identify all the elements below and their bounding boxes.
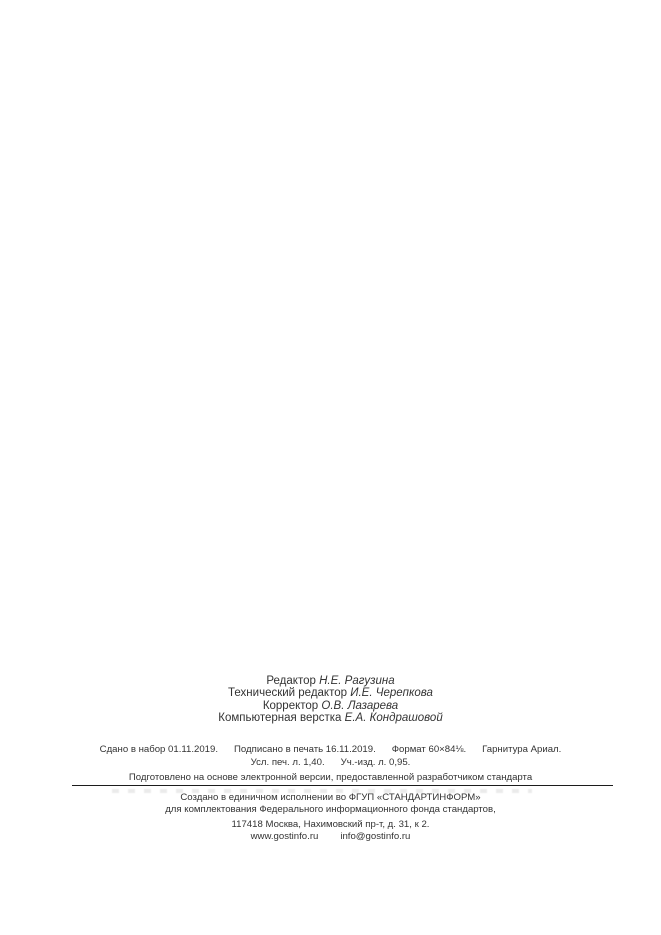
editors-block	[0, 675, 661, 725]
divider-rule	[72, 785, 613, 786]
imprint-segment-typeface: Гарнитура Ариал.	[482, 744, 562, 755]
publisher-address: 117418 Москва, Нахимовский пр-т, д. 31, к 2.	[231, 819, 430, 830]
imprint-segment-print-date: Подписано в печать 16.11.2019.	[234, 744, 376, 755]
editor-name: О.В. Лазарева	[321, 699, 399, 712]
publisher-line-1: Создано в единичном исполнении во ФГУП «СТАНДАРТИНФОРМ»	[180, 792, 481, 803]
imprint-segment-set-date: Сдано в набор 01.11.2019.	[99, 744, 219, 755]
email-text: info@gostinfo.ru	[340, 831, 411, 842]
editor-role: Корректор	[262, 699, 319, 712]
editor-name: И.Е. Черепкова	[350, 687, 433, 700]
contact-links-row	[0, 831, 661, 842]
imprint-line-2	[0, 757, 661, 768]
editor-role: Редактор	[266, 675, 316, 687]
editor-role: Компьютерная верстка	[218, 712, 342, 725]
imprint-segment-format: Формат 60×84⅛.	[391, 744, 467, 755]
imprint-segment-publisher-sheets: Уч.-изд. л. 0,95.	[340, 757, 411, 768]
editor-line	[0, 687, 661, 699]
prepared-note: Подготовлено на основе электронной версии, предоставленной разработчиком стандарта	[128, 772, 533, 783]
editor-name: Н.Е. Рагузина	[319, 675, 395, 687]
imprint-segment-printed-sheets: Усл. печ. л. 1,40.	[250, 757, 325, 768]
website-text: www.gostinfo.ru	[250, 831, 319, 842]
editor-role: Технический редактор	[228, 687, 348, 700]
editor-line	[0, 675, 661, 687]
publisher-line-2: для комплектования Федерального информационного фонда стандартов,	[165, 804, 496, 815]
imprint-line-1	[0, 744, 661, 755]
editor-line	[0, 700, 661, 712]
editor-name: Е.А. Кондрашовой	[344, 712, 443, 725]
editor-line	[0, 712, 661, 724]
